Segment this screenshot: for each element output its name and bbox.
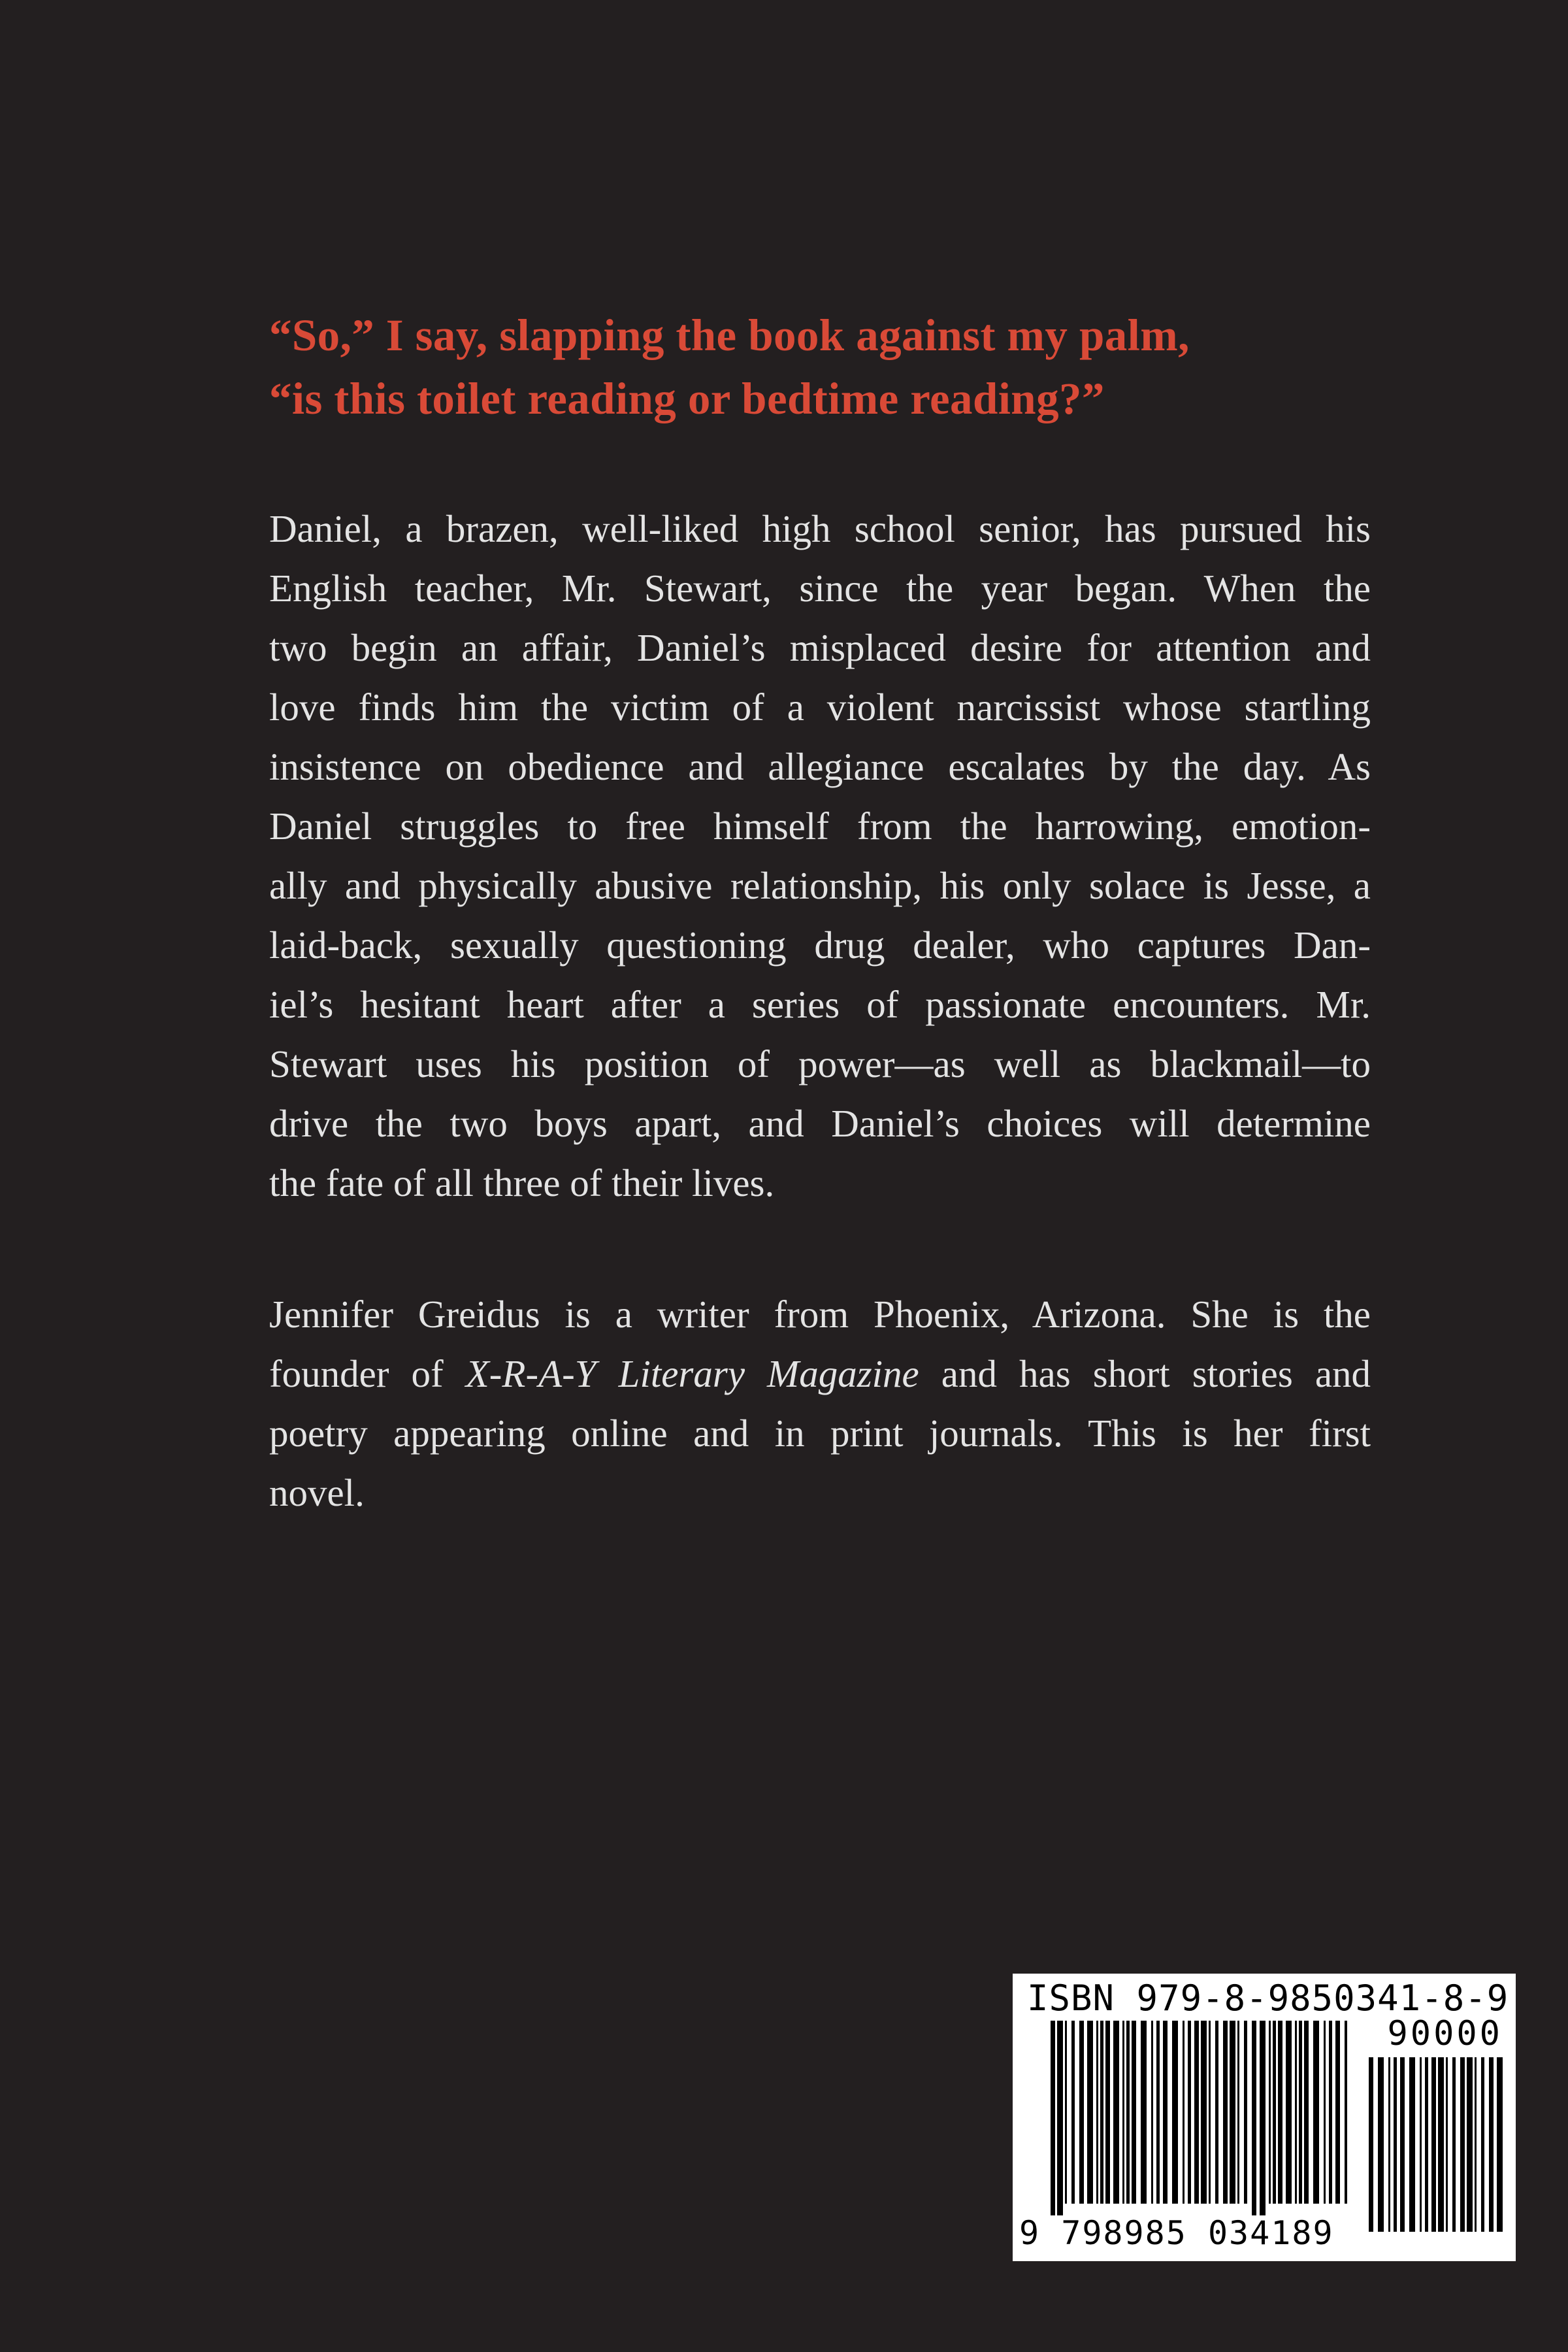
barcode-bar [1452,2057,1456,2232]
barcode-bar [1126,2021,1130,2204]
barcode-bar [1183,2021,1184,2204]
barcode-bar [1230,2021,1235,2204]
barcode-bar [1194,2021,1199,2204]
barcode-bar [1172,2021,1178,2204]
bio-line: novel. [269,1471,365,1514]
barcode-bar [1209,2021,1211,2204]
barcode-bar [1051,2021,1055,2215]
barcode-bar [1057,2021,1063,2215]
barcode-bar [1369,2057,1373,2232]
barcode-bar [1113,2021,1119,2204]
barcode-bar [1425,2057,1428,2232]
barcode-bar [1460,2057,1465,2232]
blurb-line: Daniel struggles to free himself from the harrowing, emotion- [269,804,1371,848]
magazine-title: X-R-A-Y Literary Magazine [465,1352,919,1395]
barcode-bar [1420,2057,1422,2232]
barcode-bar [1378,2057,1384,2232]
ean-digits [1019,2214,1334,2252]
blurb-line: Daniel, a brazen, well-liked high school senior, has pursued his [269,507,1371,550]
barcode-bar [1304,2021,1309,2204]
barcode-bar [1201,2021,1207,2204]
barcode-bar [1096,2021,1098,2204]
barcode-bar [1313,2021,1319,2204]
barcode-bar [1335,2021,1340,2204]
book-blurb [269,499,1371,1213]
pull-quote-line-1: “So,” I say, slapping the book against my palm, [269,310,1190,360]
barcode-bar [1431,2057,1436,2232]
barcode-bar [1141,2021,1147,2204]
blurb-line: the fate of all three of their lives. [269,1161,775,1204]
barcode-bar [1079,2021,1084,2204]
barcode-bar [1252,2021,1256,2215]
barcode-bar [1278,2021,1282,2204]
barcode-bar [1299,2021,1302,2204]
barcode-bar [1132,2021,1136,2204]
barcode-bar [1295,2021,1297,2204]
ean-group-2: 034189 [1207,2214,1334,2252]
barcode-bar [1105,2021,1110,2204]
bio-line [269,1344,1371,1404]
barcode-bar [1188,2021,1191,2204]
barcode-bar [1269,2021,1271,2204]
author-bio [269,1285,1371,1523]
barcode-bar [1394,2057,1397,2232]
pull-quote [269,304,1373,431]
isbn-label: ISBN 979-8-9850341-8-9 [1027,1978,1509,2019]
barcode-bar [1163,2021,1168,2204]
barcode-bar [1481,2057,1484,2232]
barcode-bar [1409,2057,1415,2232]
barcode-bar [1438,2057,1444,2232]
barcode-bar [1215,2021,1218,2204]
barcode-bar [1151,2021,1153,2204]
barcode-bar [1260,2021,1266,2215]
barcode-bar [1087,2021,1093,2204]
ean-group-1: 798985 [1061,2214,1187,2252]
barcode-bar [1273,2021,1276,2204]
barcode-bar [1100,2021,1103,2204]
barcode-bar [1156,2021,1160,2204]
barcode-bar [1400,2057,1405,2232]
blurb-line: iel’s hesitant heart after a series of passionate encounters. Mr. [269,983,1371,1026]
blurb-line: insistence on obedience and allegiance escalates by the day. As [269,745,1371,788]
barcode-bar [1497,2057,1503,2232]
barcode-bar [1223,2021,1228,2204]
bio-text: founder of [269,1352,466,1395]
barcode-bar [1286,2021,1292,2204]
blurb-line: drive the two boys apart, and Daniel’s choices will determine [269,1102,1371,1145]
blurb-line: Stewart uses his position of power—as well as blackmail—to [269,1042,1371,1085]
blurb-line: laid-back, sexually questioning drug dealer, who captures Dan- [269,923,1371,967]
blurb-line: love finds him the victim of a violent narcissist whose startling [269,686,1371,729]
barcode-bar [1329,2021,1332,2204]
barcode-bar [1122,2021,1124,2204]
barcode-bar [1446,2057,1448,2232]
barcode-bar [1489,2057,1494,2232]
blurb-line: ally and physically abusive relationship, his only solace is Jesse, a [269,864,1371,907]
bio-text: and has short stories and [919,1352,1371,1395]
barcode-bar [1475,2057,1477,2232]
barcode-bar [1071,2021,1075,2204]
bio-line: Jennifer Greidus is a writer from Phoenix, Arizona. She is the [269,1293,1371,1336]
barcode-bar [1065,2021,1067,2204]
isbn-barcode [1013,1974,1516,2261]
pull-quote-line-2: “is this toilet reading or bedtime reading?” [269,374,1105,423]
barcode-bar [1244,2021,1247,2204]
blurb-line: two begin an affair, Daniel’s misplaced desire for attention and [269,626,1371,669]
barcode-bar [1237,2021,1239,2204]
barcode-bar [1388,2057,1390,2232]
bio-line: poetry appearing online and in print journals. This is her first [269,1412,1371,1455]
barcode-bar [1324,2021,1326,2204]
barcode-bar [1345,2021,1347,2204]
barcode-bar [1467,2057,1473,2232]
blurb-line: English teacher, Mr. Stewart, since the year began. When the [269,567,1371,610]
price-addon-digits: 90000 [1387,2014,1503,2053]
ean-first-digit: 9 [1019,2214,1041,2252]
